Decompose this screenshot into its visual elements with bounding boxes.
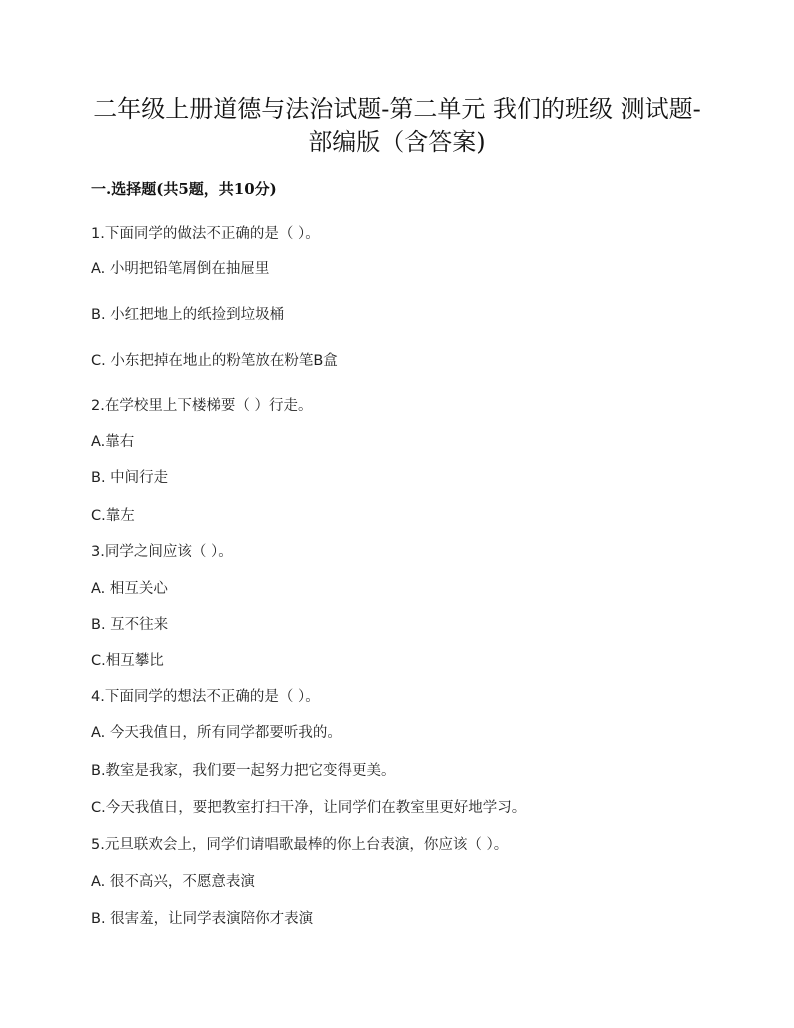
document-title-line-1: 二年级上册道德与法治试题-第二单元 我们的班级 测试题- xyxy=(93,95,701,123)
question-1-option-a: A. 小明把铅笔屑倒在抽屉里 xyxy=(91,261,270,277)
question-1-option-b: B. 小红把地上的纸捡到垃圾桶 xyxy=(91,307,285,323)
question-3-option-b: B. 互不往来 xyxy=(91,617,169,633)
question-3-stem: 3.同学之间应该（ ）。 xyxy=(91,544,233,560)
question-2-stem: 2.在学校里上下楼梯要（ ）行走。 xyxy=(91,398,313,414)
question-4-option-a: A. 今天我值日，所有同学都要听我的。 xyxy=(91,725,342,741)
document-title-line-2: 部编版（含答案) xyxy=(308,128,486,156)
question-2-option-b: B. 中间行走 xyxy=(91,470,169,486)
question-4-stem: 4.下面同学的想法不正确的是（ ）。 xyxy=(91,689,320,705)
question-3-option-c: C.相互攀比 xyxy=(91,653,164,669)
question-4-option-b: B.教室是我家，我们要一起努力把它变得更美。 xyxy=(91,763,396,779)
question-2-option-a: A.靠右 xyxy=(91,434,135,450)
question-5-stem: 5.元旦联欢会上，同学们请唱歌最棒的你上台表演，你应该（ ）。 xyxy=(91,837,509,853)
section-heading: 一.选择题(共5题，共10分) xyxy=(91,180,277,198)
question-1-option-c: C. 小东把掉在地止的粉笔放在粉笔B盒 xyxy=(91,353,338,369)
question-5-option-a: A. 很不高兴，不愿意表演 xyxy=(91,874,255,890)
question-4-option-c: C.今天我值日，要把教室打扫干净，让同学们在教室里更好地学习。 xyxy=(91,800,527,816)
question-3-option-a: A. 相互关心 xyxy=(91,581,168,597)
question-1-stem: 1.下面同学的做法不正确的是（ ）。 xyxy=(91,226,320,242)
question-2-option-c: C.靠左 xyxy=(91,508,135,524)
question-5-option-b: B. 很害羞，让同学表演陪你才表演 xyxy=(91,911,314,927)
